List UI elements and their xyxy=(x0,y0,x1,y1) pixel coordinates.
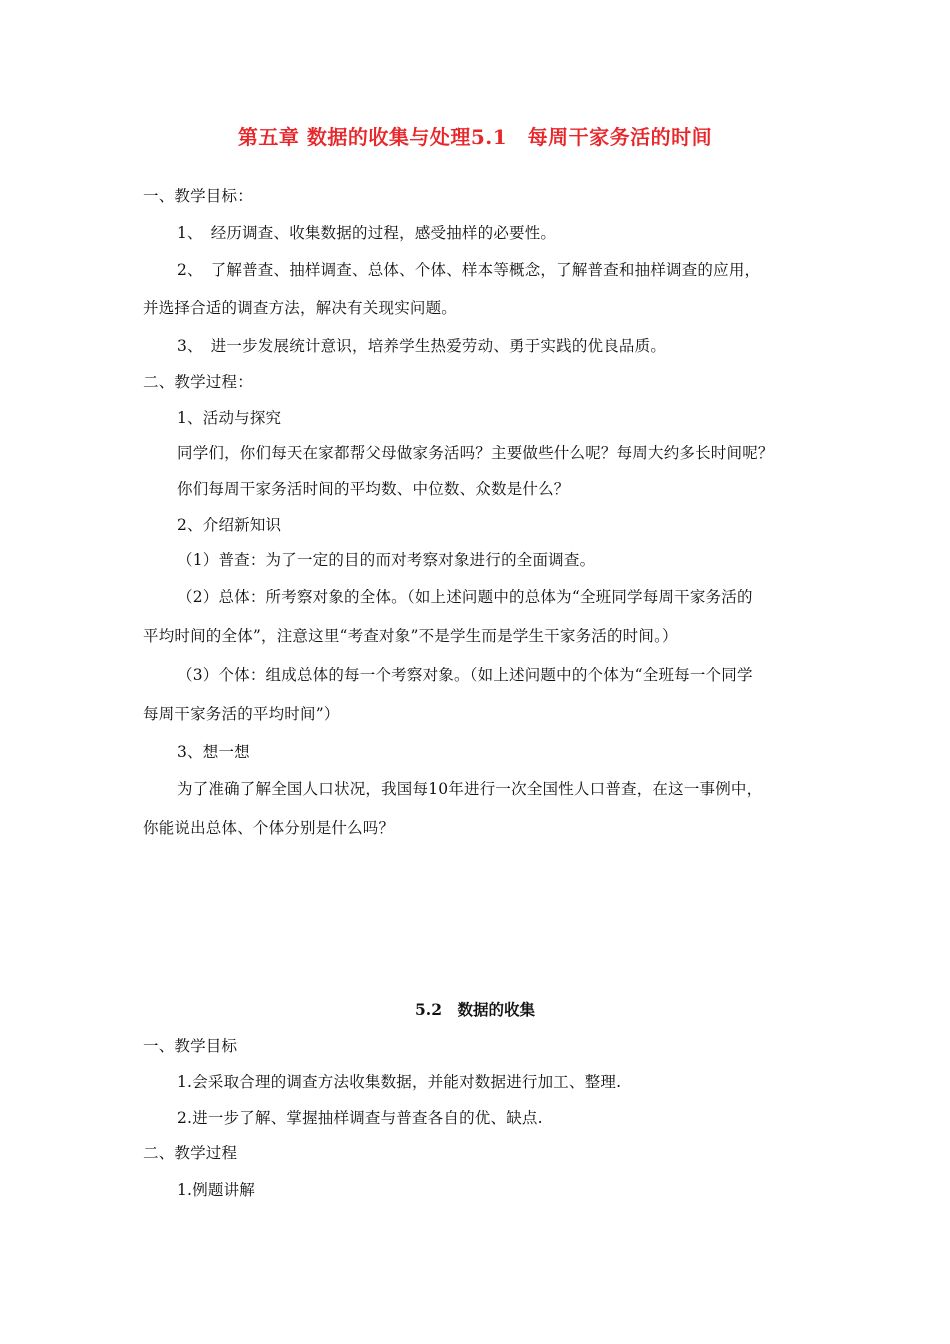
paragraph-continuation: 你能说出总体、个体分别是什么吗？ xyxy=(143,819,395,837)
objective-item: 2.进一步了解、掌握抽样调查与普查各自的优、缺点. xyxy=(177,1109,543,1127)
step-heading: 2、介绍新知识 xyxy=(177,516,282,534)
paragraph: 你们每周干家务活时间的平均数、中位数、众数是什么？ xyxy=(177,480,570,498)
document-title: 第五章 数据的收集与处理5.1 每周干家务活的时间 xyxy=(237,125,713,149)
objective-item: 1.会采取合理的调查方法收集数据，并能对数据进行加工、整理. xyxy=(177,1073,622,1091)
objective-item: 1、 经历调查、收集数据的过程，感受抽样的必要性。 xyxy=(177,224,557,242)
process-heading: 二、教学过程： xyxy=(143,373,253,391)
step-heading: 3、想一想 xyxy=(177,743,250,761)
concept-item-continuation: 平均时间的全体”，注意这里“考查对象”不是学生而是学生干家务活的时间。） xyxy=(143,627,678,645)
concept-item: （2）总体：所考察对象的全体。（如上述问题中的总体为“全班同学每周干家务活的 xyxy=(177,588,753,606)
objective-item-continuation: 并选择合适的调查方法，解决有关现实问题。 xyxy=(143,299,458,317)
step-heading: 1.例题讲解 xyxy=(177,1181,255,1199)
concept-item-continuation: 每周干家务活的平均时间”） xyxy=(143,705,340,723)
objective-item: 3、 进一步发展统计意识，培养学生热爱劳动、勇于实践的优良品质。 xyxy=(177,337,667,355)
paragraph: 为了准确了解全国人口状况，我国每10年进行一次全国性人口普查，在这一事例中， xyxy=(177,780,763,798)
concept-item: （1）普查：为了一定的目的而对考察对象进行的全面调查。 xyxy=(177,551,596,569)
objectives-heading: 一、教学目标： xyxy=(143,187,253,205)
step-heading: 1、活动与探究 xyxy=(177,409,282,427)
process-heading: 二、教学过程 xyxy=(143,1144,238,1162)
section-title: 5.2 数据的收集 xyxy=(415,1000,535,1019)
paragraph: 同学们，你们每天在家都帮父母做家务活吗？主要做些什么呢？每周大约多长时间呢？ xyxy=(177,444,774,462)
objectives-heading: 一、教学目标 xyxy=(143,1037,238,1055)
concept-item: （3）个体：组成总体的每一个考察对象。（如上述问题中的个体为“全班每一个同学 xyxy=(177,666,753,684)
objective-item: 2、 了解普查、抽样调查、总体、个体、样本等概念，了解普查和抽样调查的应用， xyxy=(177,261,761,279)
